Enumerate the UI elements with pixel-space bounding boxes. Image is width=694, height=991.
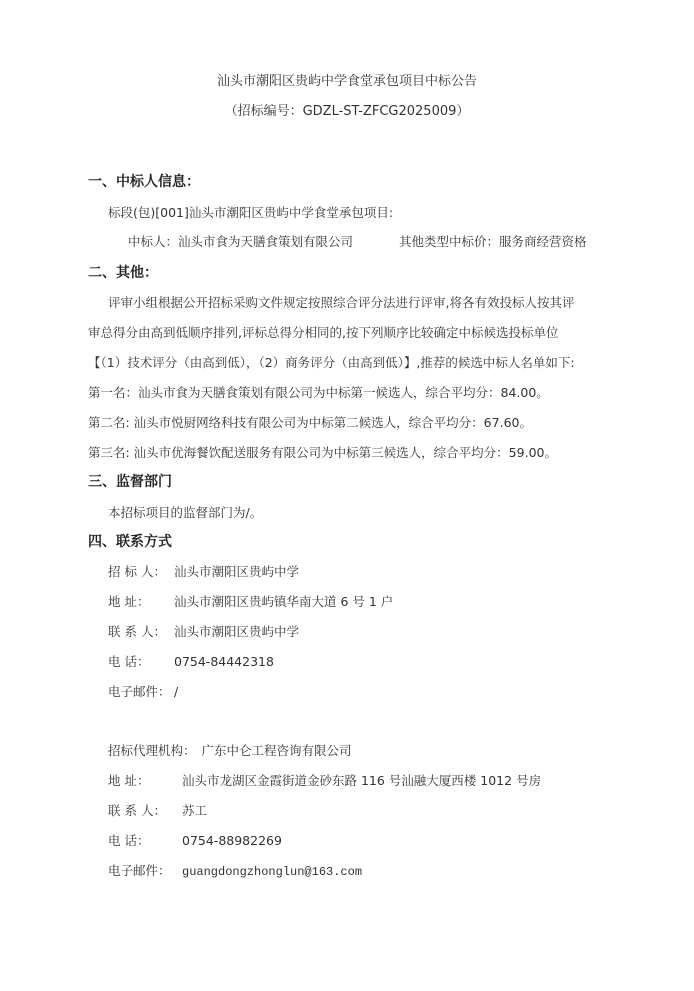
agency-email[interactable]: guangdongzhonglun@163.com [182, 865, 363, 879]
agency-phone: 0754-88982269 [182, 833, 282, 848]
winner-name: 汕头市食为天膳食策划有限公司 [178, 234, 354, 249]
section-heading-other: 二、其他： [88, 265, 158, 281]
other-paragraph-1: 评审小组根据公开招标采购文件规定按照综合评分法进行评审,将各有效投标人按其评 [108, 295, 575, 310]
agency-org-row [108, 743, 352, 759]
winner-price-label: 其他类型中标价： [399, 234, 500, 249]
agency-contact-row [108, 803, 207, 819]
agency-contact-label: 联 系 人： [108, 803, 166, 818]
tenderer-contact: 汕头市潮阳区贵屿中学 [174, 624, 300, 639]
agency-phone-label: 电 话： [108, 833, 150, 848]
agency-email-row [108, 863, 362, 880]
tenderer-org-label: 招 标 人： [108, 564, 166, 579]
tenderer-phone-label: 电 话： [108, 654, 150, 669]
section-heading-winner: 一、中标人信息： [88, 174, 200, 190]
winner-line [128, 234, 587, 250]
other-paragraph-3: 【（1）技术评分（由高到低），（2）商务评分（由高到低）】,推荐的候选中标人名单如下: [88, 355, 575, 370]
agency-org-label: 招标代理机构： [108, 743, 196, 758]
tenderer-addr-label: 地 址： [108, 594, 150, 609]
agency-contact: 苏工 [182, 803, 208, 818]
tenderer-addr-row [108, 594, 393, 610]
tenderer-email[interactable]: / [174, 684, 179, 699]
tenderer-email-row [108, 684, 178, 700]
other-paragraph-2: 审总得分由高到低顺序排列,评标总得分相同的,按下列顺序比较确定中标候选投标单位 [88, 325, 559, 340]
tenderer-phone-row [108, 654, 274, 670]
section-heading-supervision: 三、监督部门 [88, 474, 172, 490]
supervision-text: 本招标项目的监督部门为/。 [108, 505, 263, 520]
ranking-third: 第三名: 汕头市优海餐饮配送服务有限公司为中标第三候选人，综合平均分：59.00。 [88, 445, 557, 460]
tenderer-addr: 汕头市潮阳区贵屿镇华南大道 6 号 1 户 [174, 594, 394, 609]
agency-addr-row [108, 773, 541, 789]
ranking-first: 第一名：汕头市食为天膳食策划有限公司为中标第一候选人，综合平均分：84.00。 [88, 385, 549, 400]
winner-name-label: 中标人： [128, 234, 179, 249]
tenderer-org-row [108, 564, 299, 580]
agency-phone-row [108, 833, 282, 849]
agency-email-label: 电子邮件： [108, 863, 171, 878]
page-subtitle: （招标编号：GDZL-ST-ZFCG2025009） [224, 104, 470, 119]
tenderer-org: 汕头市潮阳区贵屿中学 [174, 564, 300, 579]
tenderer-contact-row [108, 624, 299, 640]
page-title: 汕头市潮阳区贵屿中学食堂承包项目中标公告 [216, 74, 477, 89]
tenderer-email-label: 电子邮件： [108, 684, 171, 699]
agency-addr-label: 地 址： [108, 773, 150, 788]
agency-addr: 汕头市龙湖区金霞街道金砂东路 116 号汕融大厦西楼 1012 号房 [182, 773, 542, 788]
section-heading-contact: 四、联系方式 [88, 534, 172, 550]
ranking-second: 第二名: 汕头市悦厨网络科技有限公司为中标第二候选人，综合平均分：67.60。 [88, 415, 532, 430]
winner-price: 服务商经营资格 [499, 234, 587, 249]
tenderer-contact-label: 联 系 人： [108, 624, 166, 639]
tenderer-phone: 0754-84442318 [174, 654, 274, 669]
agency-org: 广东中仑工程咨询有限公司 [201, 743, 352, 758]
lot-line: 标段(包)[001]汕头市潮阳区贵屿中学食堂承包项目: [108, 205, 394, 220]
